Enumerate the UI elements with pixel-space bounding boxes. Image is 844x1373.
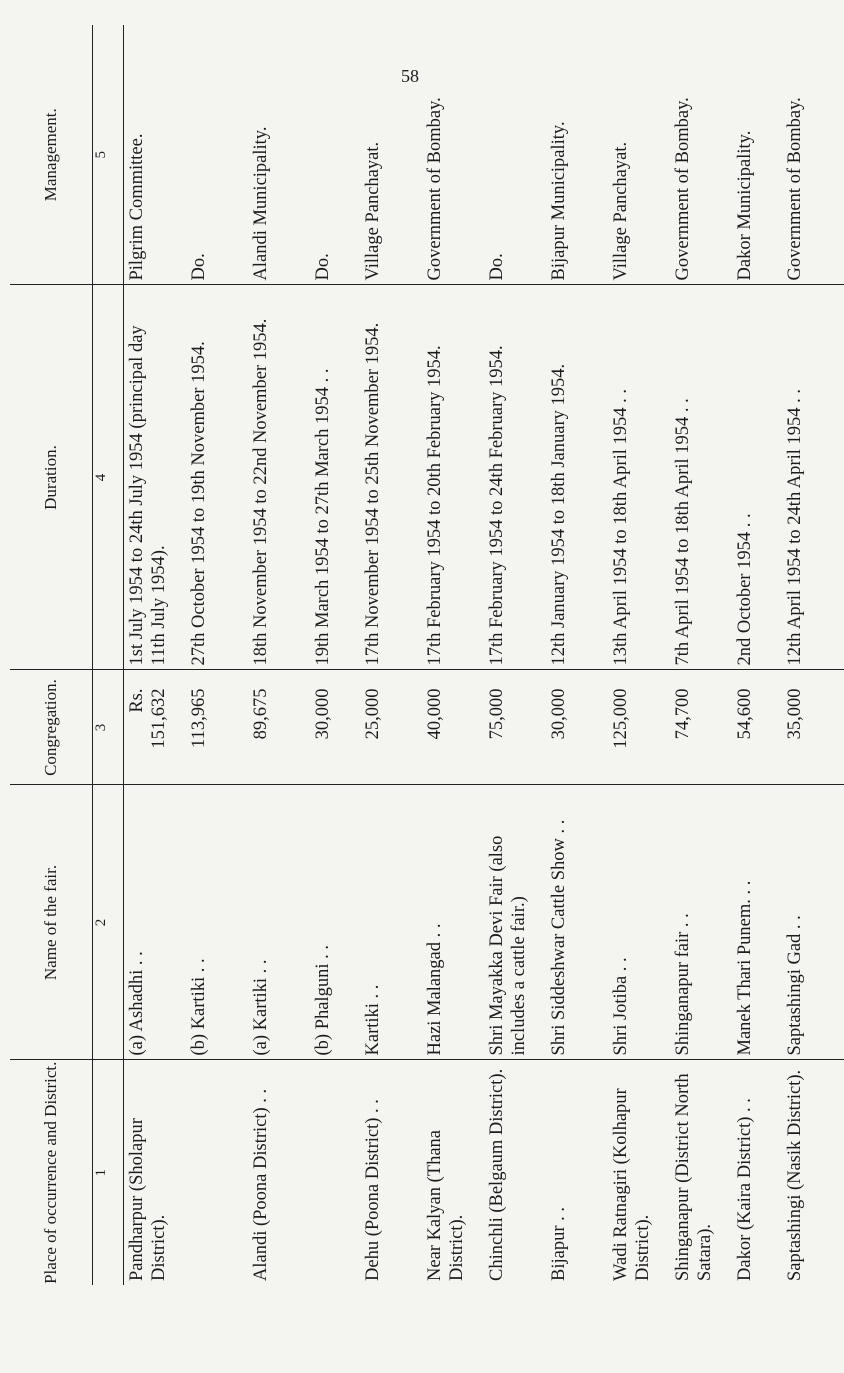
- congregation-cell: 125,000: [608, 670, 670, 785]
- table-row: [248, 25, 310, 1285]
- duration-cell: 17th February 1954 to 24th February 1954.: [484, 285, 546, 670]
- place-cell: Near Kalyan (Thana District).: [425, 1130, 467, 1281]
- congregation-cell: 89,675: [248, 670, 310, 785]
- duration-cell: 7th April 1954 to 18th April 1954 . .: [670, 285, 732, 670]
- header-duration: Duration.: [10, 285, 93, 670]
- place-cell: Bijapur . .: [549, 1207, 569, 1281]
- table-row: [608, 25, 670, 1285]
- fair-cell: Shri Mayakka Devi Fair (also includes a cattle fair.): [484, 785, 546, 1060]
- header-row: [10, 25, 93, 1285]
- fair-cell: Manek Thari Punem. . .: [732, 785, 782, 1060]
- fair-cell: Saptashingi Gad . .: [782, 785, 844, 1060]
- column-number: 1: [93, 1060, 124, 1285]
- header-management: Management.: [10, 25, 93, 285]
- duration-cell: 1st July 1954 to 24th July 1954 (principal day 11th July 1954).: [124, 285, 187, 670]
- place-cell: Dehu (Poona District) . .: [363, 1099, 383, 1281]
- management-cell: Do.: [484, 25, 546, 285]
- fairs-table: [10, 25, 844, 1285]
- table-row: [310, 25, 360, 1285]
- place-cell: [310, 1060, 360, 1285]
- management-cell: Do.: [310, 25, 360, 285]
- table-row: [360, 25, 422, 1285]
- fair-cell: Hazi Malangad . .: [422, 785, 484, 1060]
- congregation-cell: 113,965: [186, 670, 248, 785]
- column-number-row: [93, 25, 124, 1285]
- header-fair: Name of the fair.: [10, 785, 93, 1060]
- table-row: [186, 25, 248, 1285]
- management-cell: Pilgrim Committee.: [124, 25, 187, 285]
- header-congregation: Congregation.: [10, 670, 93, 785]
- management-cell: Village Panchayat.: [360, 25, 422, 285]
- management-cell: Government of Bombay.: [782, 25, 844, 285]
- duration-cell: 27th October 1954 to 19th November 1954.: [186, 285, 248, 670]
- congregation-cell: 30,000: [546, 670, 608, 785]
- place-cell: Saptashingi (Nasik District).: [785, 1069, 805, 1281]
- fair-cell: (a) Kartiki . .: [248, 785, 310, 1060]
- management-cell: Do.: [186, 25, 248, 285]
- management-cell: Village Panchayat.: [608, 25, 670, 285]
- duration-cell: 12th January 1954 to 18th January 1954.: [546, 285, 608, 670]
- fair-cell: Shinganapur fair . .: [670, 785, 732, 1060]
- place-cell: [186, 1060, 248, 1285]
- place-cell: Chinchli (Belgaum District).: [487, 1068, 507, 1281]
- management-cell: Alandi Municipality.: [248, 25, 310, 285]
- place-cell: Wadi Ratnagiri (Kolhapur District).: [611, 1088, 653, 1281]
- currency-label: Rs.: [127, 688, 147, 713]
- column-number: 5: [93, 25, 124, 285]
- duration-cell: 18th November 1954 to 22nd November 1954.: [248, 285, 310, 670]
- duration-cell: 17th February 1954 to 20th February 1954.: [422, 285, 484, 670]
- fairs-table-rotated: [10, 25, 805, 1285]
- congregation-value: 151,632: [148, 688, 169, 749]
- fair-cell: (b) Kartiki . .: [186, 785, 248, 1060]
- duration-cell: 13th April 1954 to 18th April 1954 . .: [608, 285, 670, 670]
- table-row: [422, 25, 484, 1285]
- table-row: [732, 25, 782, 1285]
- management-cell: Bijapur Municipality.: [546, 25, 608, 285]
- column-number: 4: [93, 285, 124, 670]
- page-number: 58: [401, 66, 419, 86]
- duration-cell: 12th April 1954 to 24th April 1954 . .: [782, 285, 844, 670]
- congregation-cell: 74,700: [670, 670, 732, 785]
- congregation-cell: 75,000: [484, 670, 546, 785]
- fair-cell: Shri Siddeshwar Cattle Show . .: [546, 785, 608, 1060]
- table-row: [546, 25, 608, 1285]
- table-body: [124, 25, 844, 1285]
- column-number: 3: [93, 670, 124, 785]
- place-cell: Dakor (Kaira District) . .: [735, 1098, 755, 1281]
- management-cell: Dakor Municipality.: [732, 25, 782, 285]
- fair-cell: Shri Jotiba . .: [608, 785, 670, 1060]
- table-row: [670, 25, 732, 1285]
- table-row: [782, 25, 844, 1285]
- fair-cell: (b) Phalguni . .: [310, 785, 360, 1060]
- congregation-cell: 54,600: [732, 670, 782, 785]
- congregation-cell: 25,000: [360, 670, 422, 785]
- duration-cell: 2nd October 1954 . .: [732, 285, 782, 670]
- place-cell: Pandharpur (Sholapur District).: [127, 1118, 169, 1281]
- column-number: 2: [93, 785, 124, 1060]
- table-row: [124, 25, 187, 1285]
- duration-cell: 19th March 1954 to 27th March 1954 . .: [310, 285, 360, 670]
- congregation-cell: 30,000: [310, 670, 360, 785]
- place-cell: Alandi (Poona District) . .: [251, 1088, 271, 1281]
- congregation-cell: 35,000: [782, 670, 844, 785]
- table-row: [484, 25, 546, 1285]
- congregation-cell: [124, 670, 187, 785]
- header-place: Place of occurrence and District.: [10, 1060, 93, 1285]
- congregation-cell: 40,000: [422, 670, 484, 785]
- duration-cell: 17th November 1954 to 25th November 1954.: [360, 285, 422, 670]
- fair-cell: (a) Ashadhi . .: [124, 785, 187, 1060]
- management-cell: Government of Bombay.: [670, 25, 732, 285]
- fair-cell: Kartiki . .: [360, 785, 422, 1060]
- place-cell: Shinganapur (District North Satara).: [673, 1073, 715, 1281]
- management-cell: Government of Bombay.: [422, 25, 484, 285]
